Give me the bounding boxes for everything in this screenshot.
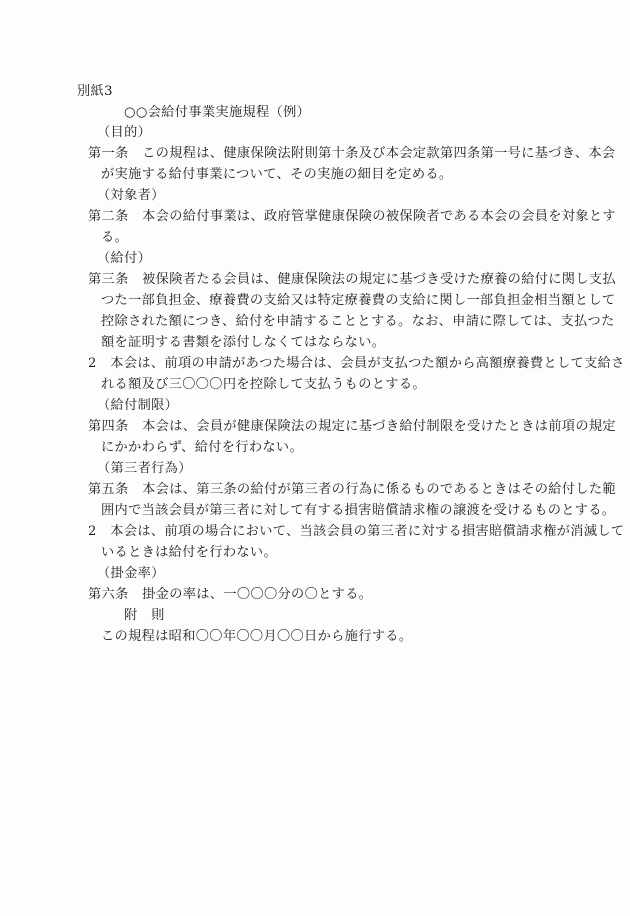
attachment-label: 別紙3 <box>77 84 113 99</box>
section-heading-purpose: （目的） <box>97 125 152 140</box>
article-2-continuation: る。 <box>101 230 129 245</box>
effective-date-provision: この規程は昭和〇〇年〇〇月〇〇日から施行する。 <box>101 629 413 644</box>
supplementary-provisions-heading: 附 則 <box>124 608 165 623</box>
article-3-paragraph-2: 2 本会は、前項の申請があつた場合は、会員が支払つた額から高額療養費として支給さ <box>88 356 625 371</box>
article-6: 第六条 掛金の率は、一〇〇〇分の〇とする。 <box>88 587 373 602</box>
section-heading-benefits: （給付） <box>97 251 152 266</box>
article-5-continuation: 囲内で当該会員が第三者に対して有する損害賠償請求権の譲渡を受けるものとする。 <box>101 503 616 518</box>
article-3-paragraph-2-continuation: れる額及び三〇〇〇円を控除して支払うものとする。 <box>101 377 426 392</box>
document-title: ○○会給付事業実施規程（例） <box>124 105 311 120</box>
article-5-paragraph-2: 2 本会は、前項の場合において、当該会員の第三者に対する損害賠償請求権が消滅して <box>88 524 625 539</box>
article-1: 第一条 この規程は、健康保険法附則第十条及び本会定款第四条第一号に基づき、本会 <box>88 146 616 161</box>
article-2: 第二条 本会の給付事業は、政府管掌健康保険の被保険者である本会の会員を対象とす <box>88 209 616 224</box>
article-1-continuation: が実施する給付事業について、その実施の細目を定める。 <box>101 167 453 182</box>
section-heading-third-party: （第三者行為） <box>97 461 192 476</box>
article-4: 第四条 本会は、会員が健康保険法の規定に基づき給付制限を受けたときは前項の規定 <box>88 419 616 434</box>
section-heading-benefit-limits: （給付制限） <box>97 398 179 413</box>
article-4-continuation: にかかわらず、給付を行わない。 <box>101 440 304 455</box>
article-3-continuation: 控除された額につき、給付を申請することとする。なお、申請に際しては、支払つた <box>101 314 615 329</box>
article-5: 第五条 本会は、第三条の給付が第三者の行為に係るものであるときはその給付した範 <box>88 482 616 497</box>
article-5-paragraph-2-continuation: いるときは給付を行わない。 <box>101 545 277 560</box>
article-3: 第三条 被保険者たる会員は、健康保険法の規定に基づき受けた療養の給付に関し支払 <box>88 272 616 287</box>
section-heading-premium-rate: （掛金率） <box>97 566 165 581</box>
section-heading-eligibility: （対象者） <box>97 188 165 203</box>
article-3-continuation: 額を証明する書類を添付しなくてはならない。 <box>101 335 386 350</box>
article-3-continuation: つた一部負担金、療養費の支給又は特定療養費の支給に関し一部負担金相当額として <box>101 293 616 308</box>
